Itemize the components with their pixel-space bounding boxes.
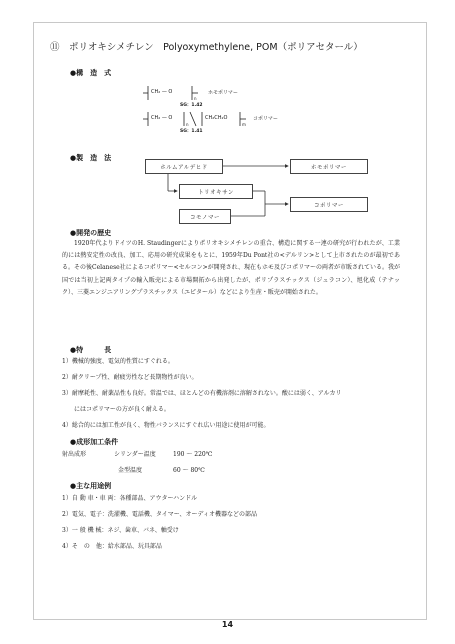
box-formaldehyde: ホルムアルデヒド	[145, 159, 223, 174]
history-paragraph	[62, 238, 400, 299]
homo-label: ホモポリマー	[208, 90, 238, 96]
uses-list	[62, 493, 400, 557]
page-number: 14	[221, 620, 234, 629]
feature-item: にはコポリマーの方が良く耐える。	[62, 406, 170, 413]
cylinder-temp-value: 190 ～ 220℃	[173, 451, 213, 458]
use-item: 3）一 般 機 械：ネジ、歯車、バネ、軸受け	[62, 527, 179, 534]
box-homopolymer: ホモポリマー	[290, 159, 368, 174]
features-list	[62, 356, 400, 436]
co-sub-m: m	[242, 122, 246, 127]
co-sub-n: n	[186, 122, 189, 127]
cylinder-temp-label: シリンダー温度	[114, 451, 156, 458]
feature-item: 4）総合的には加工性が良く、物性バランスにすぐれ広い用途に使用が可能。	[62, 422, 270, 429]
use-item: 1）自 動 車・車 両：各種部品、アウターハンドル	[62, 495, 198, 502]
section-features: ●特 長	[70, 346, 112, 354]
use-item: 4）そ の 他：給水部品、玩具部品	[62, 543, 162, 550]
page-title: ⑪ ポリオキシメチレン Polyoxymethylene, POM（ポリアセタール）	[50, 42, 363, 53]
homo-sg: SG：1.42	[180, 103, 203, 108]
homo-sub-n: n	[194, 96, 197, 101]
co-unit-1: CH₂ — O	[151, 115, 173, 121]
section-uses: ●主な用途例	[70, 482, 112, 490]
co-label: コポリマー	[253, 116, 278, 122]
use-item: 2）電気、電子：洗濯機、電話機、タイマー、オーディオ機器などの部品	[62, 511, 257, 518]
mold-temp-value: 60 ～ 80℃	[173, 467, 205, 474]
co-unit-2: CH₂CH₂O	[205, 115, 228, 121]
section-structure: ●構 造 式	[70, 69, 112, 77]
co-sg: SG：1.41	[180, 129, 203, 134]
box-copolymer: コポリマー	[290, 197, 368, 212]
section-history: ●開発の歴史	[70, 229, 112, 237]
history-text: 1920年代よりドイツのH. Staudingerによりポリオキシメチレンの重合、構造に関する一連の研究が行われたが、工業的には熱安定性の改良、加工、応用の研究成果をもとに、1959年Du Pont社の<デルリン>として上市されたのが最初である。その後Celanese社によるコポリマー<セルコン>が開発され、現在もホモ及びコポリマーの両者が市販されている。我が国では当初上記両タイプの輸入販売による市場開拓から出発したが、ポリプラスチックス（ジュラコン）、旭化成（テナック）、三菱エンジニアリングプラスチックス（ユピタール）などにより生産・販売が開始された。	[62, 240, 400, 296]
box-trioxane: トリオキサン	[179, 184, 253, 199]
box-comonomer: コモノマー	[179, 209, 231, 224]
section-process: ●製 造 法	[70, 154, 112, 162]
molding-method: 射出成形	[62, 451, 87, 458]
feature-item: 1）機械的強度、電気的性質にすぐれる。	[62, 358, 174, 365]
homo-unit: CH₂ — O	[151, 89, 173, 95]
mold-temp-label: 金型温度	[118, 467, 143, 474]
section-molding: ●成形加工条件	[70, 438, 119, 446]
feature-item: 3）耐摩耗性、耐薬品性も良好。常温では、ほとんどの有機溶剤に溶解されない。酸には弱く、アルカリ	[62, 390, 342, 397]
feature-item: 2）耐クリープ性、耐疲労性など長期物性が良い。	[62, 374, 198, 381]
process-flow-lines	[0, 0, 455, 240]
